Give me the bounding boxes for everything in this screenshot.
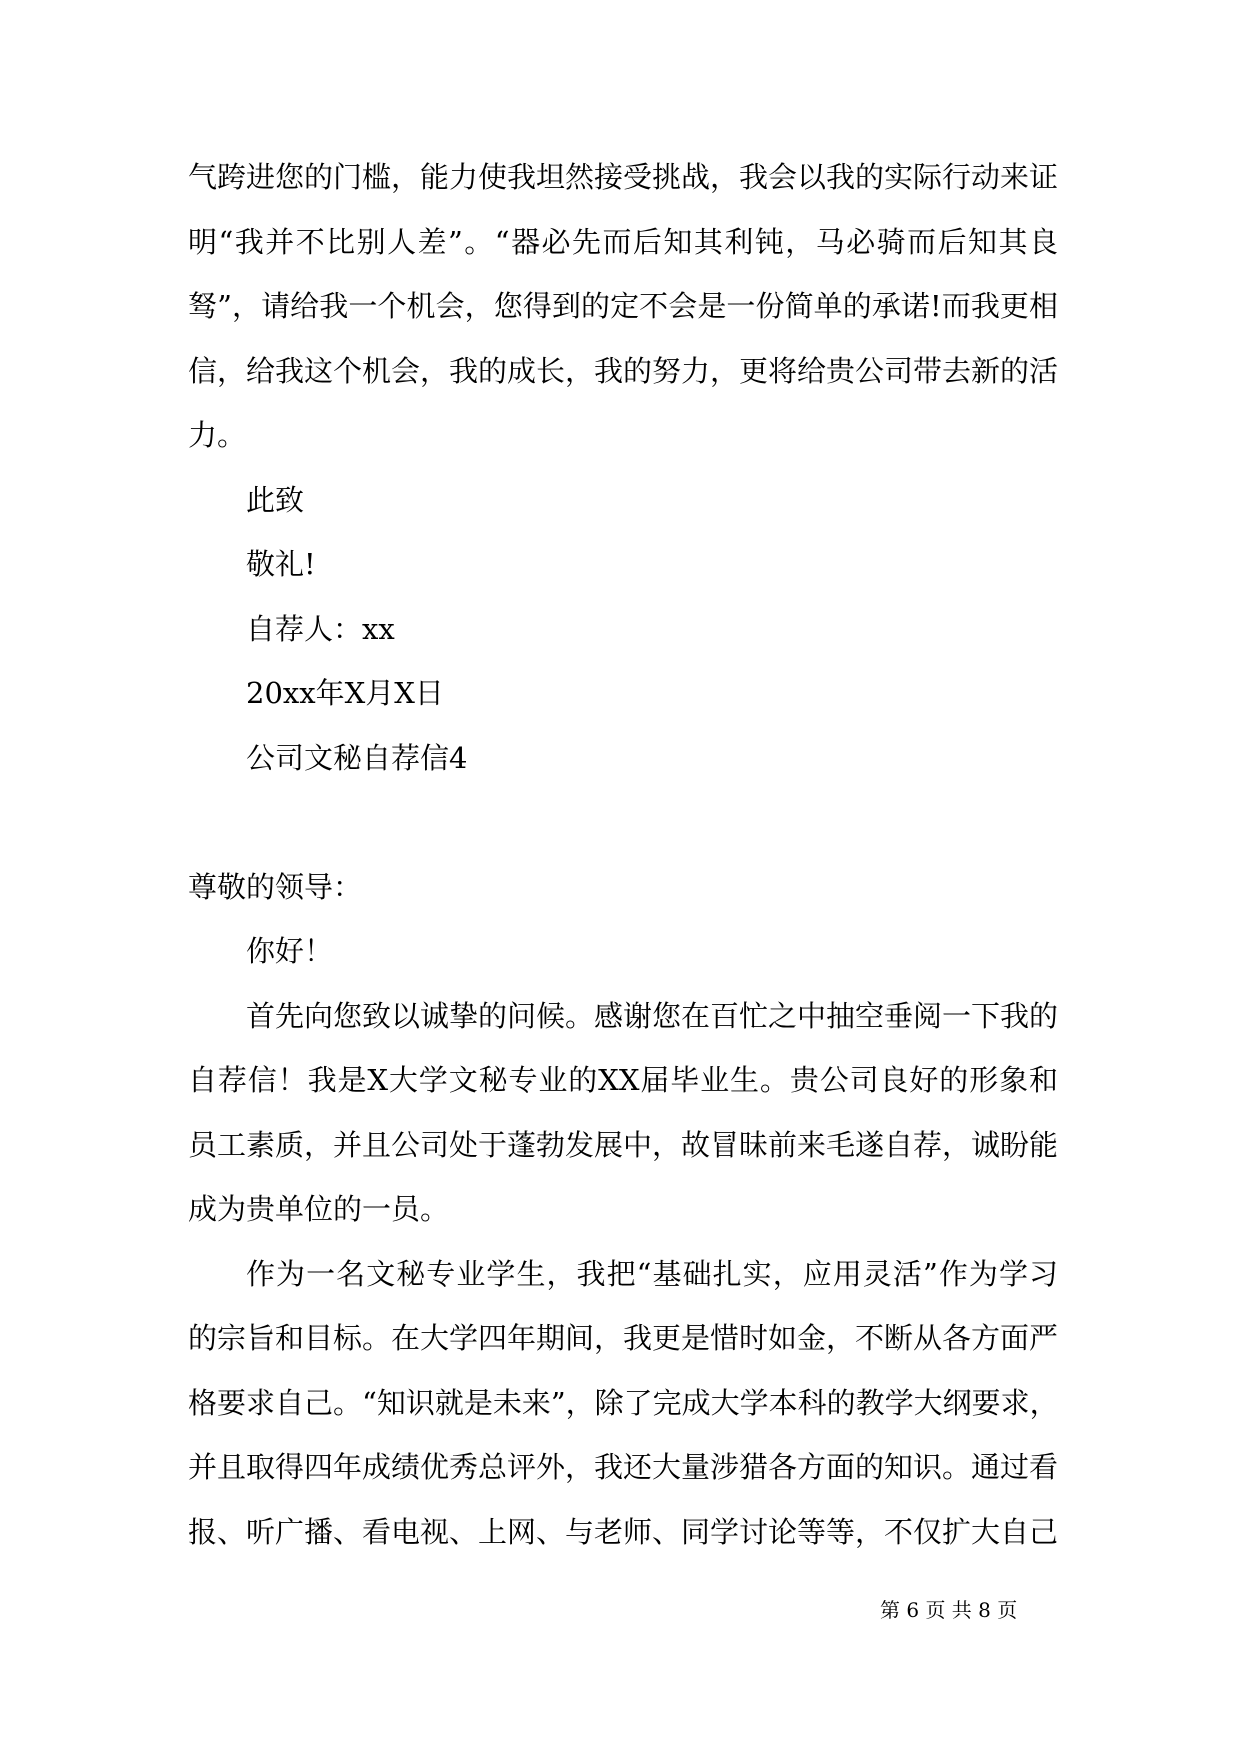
- closing-phrase: 此致: [246, 482, 305, 517]
- paragraph-line: 信，给我这个机会，我的成长，我的努力，更将给贵公司带去新的活: [188, 353, 1059, 388]
- paragraph-line: 并且取得四年成绩优秀总评外，我还大量涉猎各方面的知识。通过看: [188, 1450, 1059, 1484]
- paragraph-line: 报、听广播、看电视、上网、与老师、同学讨论等等，不仅扩大自己: [188, 1514, 1059, 1549]
- paragraph-line: 气跨进您的门槛，能力使我坦然接受挑战，我会以我的实际行动来证: [188, 160, 1059, 194]
- letter-body: [188, 145, 1058, 1564]
- paragraph-line: 首先向您致以诚挚的问候。感谢您在百忙之中抽空垂阅一下我的: [246, 998, 1059, 1033]
- letter-date: 20xx年X月X日: [246, 676, 444, 710]
- closing-salute: 敬礼!: [246, 547, 316, 581]
- paragraph-line: 成为贵单位的一员。: [188, 1192, 450, 1226]
- paragraph-line: 作为一名文秘专业学生，我把“基础扎实，应用灵活”作为学习: [246, 1256, 1058, 1291]
- salutation: 尊敬的领导：: [188, 869, 363, 904]
- paragraph-line: 员工素质，并且公司处于蓬勃发展中，故冒昧前来毛遂自荐，诚盼能: [188, 1127, 1059, 1162]
- paragraph-line: 格要求自己。“知识就是未来”，除了完成大学本科的教学大纲要求，: [188, 1385, 1059, 1420]
- paragraph-line: 的宗旨和目标。在大学四年期间，我更是惜时如金，不断从各方面严: [188, 1321, 1059, 1355]
- paragraph-line: 力。: [188, 418, 247, 452]
- blank-line: [188, 790, 1058, 855]
- page-number: 第 6 页 共 8 页: [880, 1598, 1018, 1622]
- signer: 自荐人：xx: [246, 611, 395, 646]
- greeting: 你好！: [246, 934, 334, 968]
- section-title: 公司文秘自荐信4: [246, 740, 468, 775]
- paragraph-line: 明“我并不比别人差”。“器必先而后知其利钝，马必骑而后知其良: [188, 224, 1058, 259]
- paragraph-line: 自荐信！我是X大学文秘专业的XX届毕业生。贵公司良好的形象和: [188, 1063, 1058, 1097]
- paragraph-line: 驽”，请给我一个机会，您得到的定不会是一份简单的承诺!而我更相: [188, 289, 1058, 323]
